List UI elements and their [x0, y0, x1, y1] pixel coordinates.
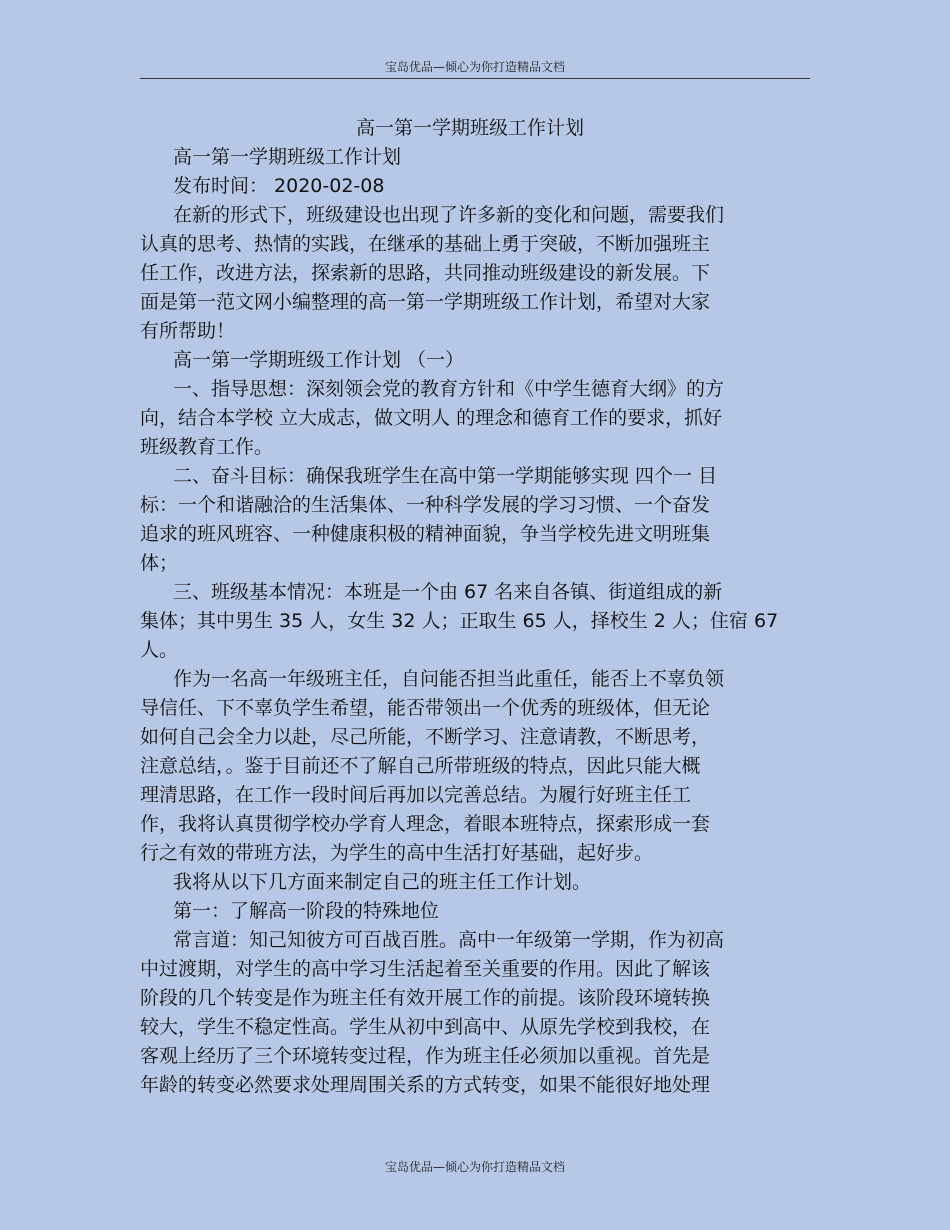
document-body	[140, 114, 800, 1100]
text-line: 认真的思考、热情的实践，在继承的基础上勇于突破，不断加强班主	[140, 233, 711, 255]
text-line: 有所帮助！	[140, 320, 236, 342]
text-line: 三、班级基本情况：本班是一个由 67 名来自各镇、街道组成的新	[173, 581, 723, 603]
text-line: 客观上经历了三个环境转变过程，作为班主任必须加以重视。首先是	[140, 1045, 711, 1067]
text-line: 较大，学生不稳定性高。学生从初中到高中、从原先学校到我校，在	[140, 1016, 711, 1038]
text-line: 二、奋斗目标：确保我班学生在高中第一学期能够实现 四个一 目	[173, 465, 718, 487]
text-line: 在新的形式下，班级建设也出现了许多新的变化和问题，需要我们	[173, 204, 725, 226]
text-line: 理清思路，在工作一段时间后再加以完善总结。为履行好班主任工	[140, 784, 692, 806]
document-title: 高一第一学期班级工作计划	[355, 117, 584, 139]
text-line: 面是第一范文网小编整理的高一第一学期班级工作计划，希望对大家	[140, 291, 711, 313]
paragraph-lines	[140, 143, 800, 1100]
header-rule	[140, 78, 810, 79]
text-line: 阶段的几个转变是作为班主任有效开展工作的前提。该阶段环境转换	[140, 987, 711, 1009]
text-line: 高一第一学期班级工作计划 （一）	[173, 349, 465, 371]
text-line: 集体；其中男生 35 人，女生 32 人；正取生 65 人，择校生 2 人；住宿 67	[140, 610, 779, 632]
text-line: 体；	[140, 552, 179, 574]
text-line: 如何自己会全力以赴，尽己所能，不断学习、注意请教，不断思考，	[140, 726, 711, 748]
text-line: 导信任、下不辜负学生希望，能否带领出一个优秀的班级体，但无论	[140, 697, 711, 719]
text-line: 发布时间： 2020-02-08	[173, 175, 385, 197]
text-line: 第一：了解高一阶段的特殊地位	[173, 900, 440, 922]
text-line: 年龄的转变必然要求处理周围关系的方式转变，如果不能很好地处理	[140, 1074, 711, 1096]
text-line: 常言道：知己知彼方可百战百胜。高中一年级第一学期，作为初高	[173, 929, 725, 951]
text-line: 人。	[140, 639, 179, 661]
text-line: 一、指导思想：深刻领会党的教育方针和《中学生德育大纲》的方	[173, 378, 725, 400]
text-line: 标：一个和谐融洽的生活集体、一种科学发展的学习习惯、一个奋发	[140, 494, 711, 516]
text-line: 作为一名高一年级班主任，自问能否担当此重任，能否上不辜负领	[173, 668, 725, 690]
page-footer: 宝岛优品—倾心为你打造精品文档	[384, 1160, 565, 1174]
text-line: 我将从以下几方面来制定自己的班主任工作计划。	[173, 871, 592, 893]
text-line: 高一第一学期班级工作计划	[173, 146, 402, 168]
text-line: 注意总结，。鉴于目前还不了解自己所带班级的特点，因此只能大概	[140, 755, 701, 777]
text-line: 中过渡期，对学生的高中学习生活起着至关重要的作用。因此了解该	[140, 958, 711, 980]
page-header: 宝岛优品—倾心为你打造精品文档	[384, 60, 565, 74]
text-line: 追求的班风班容、一种健康积极的精神面貌，争当学校先进文明班集	[140, 523, 711, 545]
text-line: 向，结合本学校 立大成志，做文明人 的理念和德育工作的要求，抓好	[140, 407, 723, 429]
text-line: 行之有效的带班方法，为学生的高中生活打好基础，起好步。	[140, 842, 654, 864]
text-line: 作，我将认真贯彻学校办学育人理念，着眼本班特点，探索形成一套	[140, 813, 711, 835]
text-line: 班级教育工作。	[140, 436, 274, 458]
text-line: 任工作，改进方法，探索新的思路，共同推动班级建设的新发展。下	[140, 262, 711, 284]
